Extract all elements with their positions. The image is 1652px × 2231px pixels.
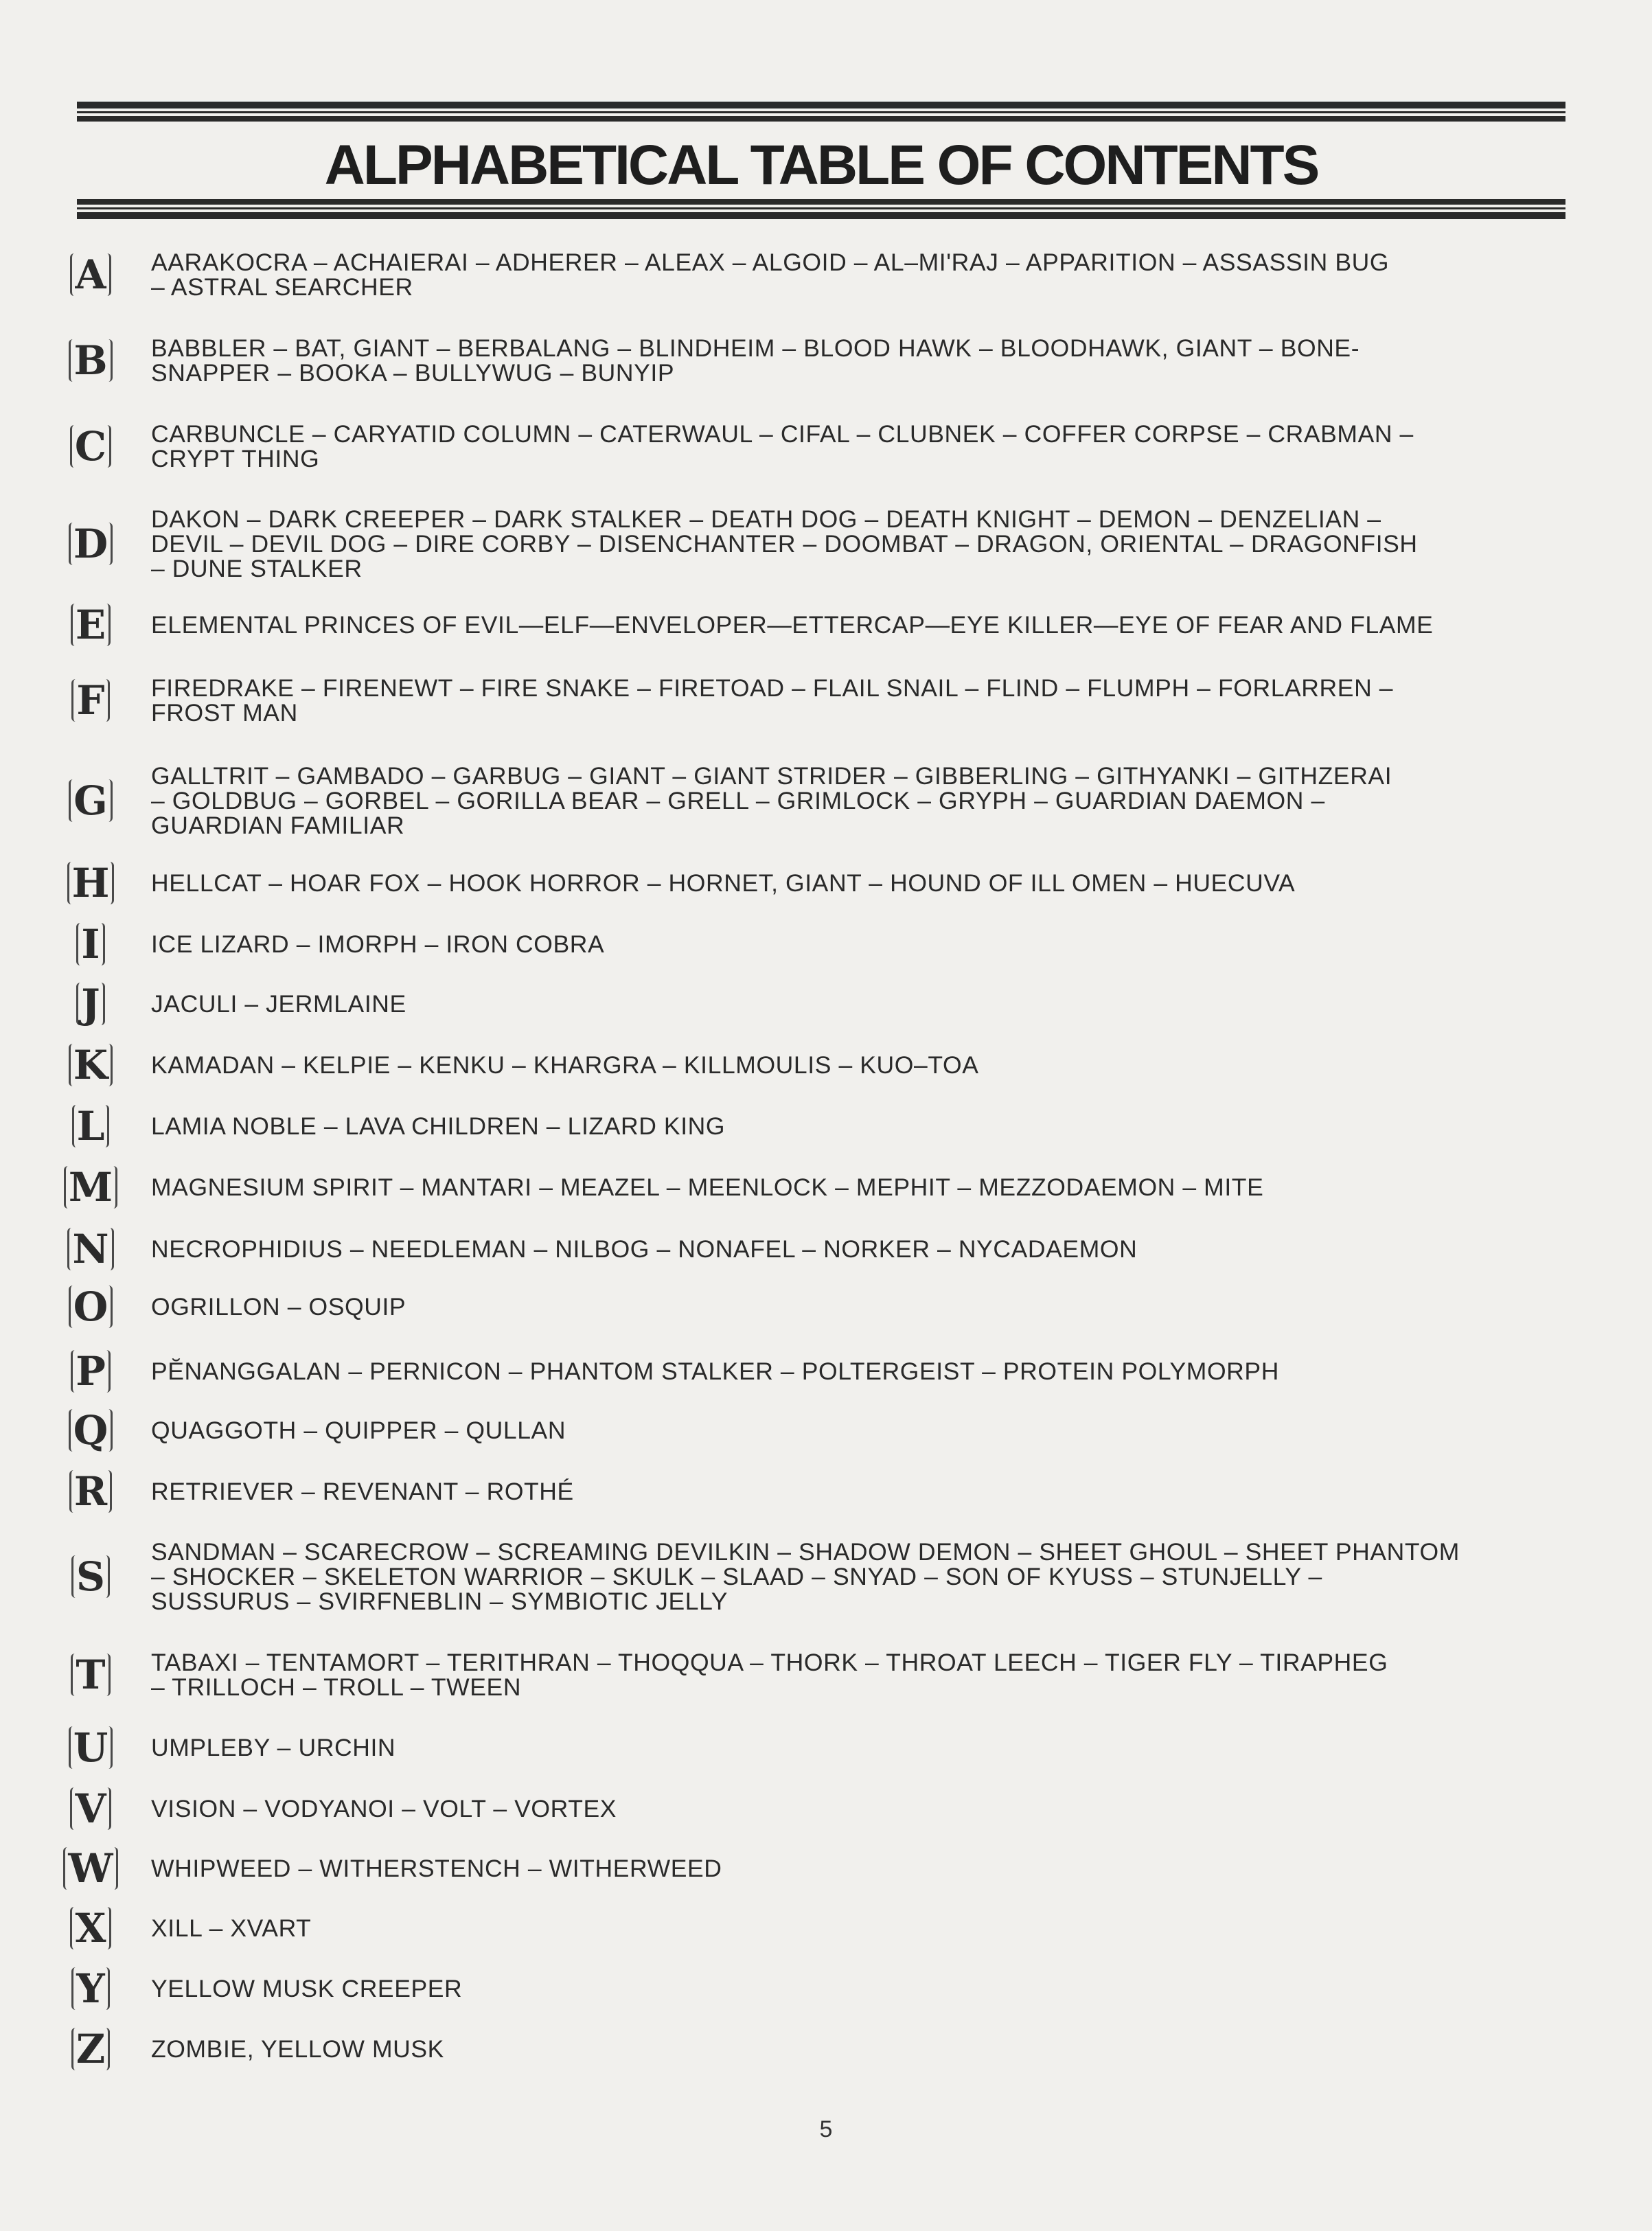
entry-line: SANDMAN – SCARECROW – SCREAMING DEVILKIN – SHADOW DEMON – SHEET GHOUL – SHEET PHANTOM (151, 1538, 1460, 1566)
entry-text (151, 1175, 1563, 1200)
initial-letter-icon (49, 860, 132, 906)
initial-letter-icon (49, 1651, 132, 1698)
entry-line: FIREDRAKE – FIRENEWT – FIRE SNAKE – FIRETOAD – FLAIL SNAIL – FLIND – FLUMPH – FORLARREN – (151, 674, 1394, 702)
entry-text (151, 1796, 1563, 1821)
entry-text (151, 1359, 1563, 1384)
initial-letter-icon (49, 1042, 132, 1088)
blackletter-T-icon: T (71, 1654, 110, 1696)
entry-line: – TRILLOCH – TROLL – TWEEN (151, 1673, 522, 1701)
entry-line: PĔNANGGALAN – PERNICON – PHANTOM STALKER – POLTERGEIST – PROTEIN POLYMORPH (151, 1358, 1279, 1385)
entry-text (151, 1294, 1563, 1319)
entry-text (151, 1856, 1563, 1881)
initial-letter-icon (49, 1785, 132, 1832)
entry-text (151, 932, 1563, 957)
initial-letter-icon (49, 1226, 132, 1272)
entry-text (151, 507, 1563, 581)
top-rule (77, 102, 1565, 122)
initial-letter-icon (49, 981, 132, 1027)
blackletter-S-icon: S (71, 1555, 110, 1598)
entry-text (151, 613, 1563, 637)
blackletter-N-icon: N (67, 1228, 113, 1270)
entry-text (151, 1735, 1563, 1760)
entry-text (151, 2037, 1563, 2061)
entry-text (151, 250, 1563, 299)
initial-letter-icon (49, 1283, 132, 1330)
blackletter-D-icon: D (69, 523, 113, 565)
page-number: 5 (819, 2116, 833, 2142)
blackletter-R-icon: R (69, 1470, 112, 1513)
entry-line: DEVIL – DEVIL DOG – DIRE CORBY – DISENCHANTER – DOOMBAT – DRAGON, ORIENTAL – DRAGONFISH (151, 530, 1418, 558)
entry-line: NECROPHIDIUS – NEEDLEMAN – NILBOG – NONAFEL – NORKER – NYCADAEMON (151, 1235, 1138, 1263)
initial-letter-icon (49, 921, 132, 968)
initial-letter-icon (49, 1103, 132, 1149)
blackletter-J-icon: J (76, 983, 104, 1025)
initial-letter-icon (49, 1407, 132, 1454)
blackletter-G-icon: G (69, 779, 113, 822)
entry-line: MAGNESIUM SPIRIT – MANTARI – MEAZEL – MEENLOCK – MEPHIT – MEZZODAEMON – MITE (151, 1174, 1264, 1201)
initial-letter-icon (49, 2026, 132, 2072)
entry-text (151, 422, 1563, 471)
entry-text (151, 1916, 1563, 1941)
initial-letter-icon (49, 1348, 132, 1395)
entry-line: – ASTRAL SEARCHER (151, 273, 413, 301)
entry-text (151, 676, 1563, 725)
blackletter-O-icon: O (69, 1285, 113, 1328)
initial-letter-icon (49, 677, 132, 724)
entry-line: RETRIEVER – REVENANT – ROTHÉ (151, 1478, 574, 1505)
blackletter-W-icon: W (63, 1847, 117, 1890)
bottom-rule (77, 199, 1565, 219)
entry-text (151, 1237, 1563, 1261)
entry-line: CARBUNCLE – CARYATID COLUMN – CATERWAUL – CIFAL – CLUBNEK – COFFER CORPSE – CRABMAN – (151, 420, 1414, 448)
entry-line: XILL – XVART (151, 1914, 312, 1942)
entry-line: AARAKOCRA – ACHAIERAI – ADHERER – ALEAX – ALGOID – AL–MI'RAJ – APPARITION – ASSASSIN BUG (151, 249, 1390, 276)
entry-line: LAMIA NOBLE – LAVA CHILDREN – LIZARD KING (151, 1112, 726, 1140)
blackletter-A-icon: A (70, 253, 111, 296)
initial-letter-icon (49, 1164, 132, 1211)
blackletter-M-icon: M (64, 1166, 117, 1209)
entry-line: UMPLEBY – URCHIN (151, 1734, 396, 1761)
initial-letter-icon (49, 777, 132, 824)
entry-line: – SHOCKER – SKELETON WARRIOR – SKULK – SLAAD – SNYAD – SON OF KYUSS – STUNJELLY – (151, 1563, 1322, 1590)
entry-text (151, 1540, 1563, 1614)
blackletter-B-icon: B (69, 339, 112, 382)
blackletter-Y-icon: Y (71, 1967, 109, 2010)
initial-letter-icon (49, 1724, 132, 1771)
entry-line: CRYPT THING (151, 445, 320, 472)
entry-text (151, 992, 1563, 1016)
blackletter-K-icon: K (69, 1044, 113, 1086)
entry-line: VISION – VODYANOI – VOLT – VORTEX (151, 1795, 617, 1822)
page-title: ALPHABETICAL TABLE OF CONTENTS (324, 134, 1318, 196)
initial-letter-icon (49, 602, 132, 648)
blackletter-E-icon: E (71, 604, 111, 646)
blackletter-H-icon: H (67, 862, 115, 904)
entry-line: BABBLER – BAT, GIANT – BERBALANG – BLINDHEIM – BLOOD HAWK – BLOODHAWK, GIANT – BONE- (151, 334, 1360, 362)
entry-text (151, 1650, 1563, 1700)
entry-line: SNAPPER – BOOKA – BULLYWUG – BUNYIP (151, 359, 675, 387)
entry-line: – GOLDBUG – GORBEL – GORILLA BEAR – GRELL – GRIMLOCK – GRYPH – GUARDIAN DAEMON – (151, 787, 1325, 814)
blackletter-C-icon: C (70, 425, 111, 468)
entry-line: FROST MAN (151, 699, 298, 726)
blackletter-V-icon: V (70, 1787, 111, 1830)
blackletter-X-icon: X (70, 1907, 111, 1949)
initial-letter-icon (49, 1965, 132, 2012)
entry-text (151, 336, 1563, 385)
entry-line: YELLOW MUSK CREEPER (151, 1975, 463, 2002)
blackletter-U-icon: U (69, 1726, 113, 1769)
entry-text (151, 764, 1563, 838)
initial-letter-icon (49, 520, 132, 567)
initial-letter-icon (49, 1468, 132, 1515)
entry-text (151, 1114, 1563, 1139)
blackletter-L-icon: L (72, 1105, 110, 1147)
entry-line: JACULI – JERMLAINE (151, 990, 406, 1018)
entry-line: QUAGGOTH – QUIPPER – QULLAN (151, 1417, 566, 1444)
initial-letter-icon (49, 1905, 132, 1952)
entry-line: ZOMBIE, YELLOW MUSK (151, 2035, 444, 2063)
entry-line: KAMADAN – KELPIE – KENKU – KHARGRA – KILLMOULIS – KUO–TOA (151, 1051, 979, 1079)
entry-line: GALLTRIT – GAMBADO – GARBUG – GIANT – GIANT STRIDER – GIBBERLING – GITHYANKI – GITHZERAI (151, 762, 1392, 790)
blackletter-Q-icon: Q (69, 1409, 113, 1452)
entry-line: HELLCAT – HOAR FOX – HOOK HORROR – HORNET, GIANT – HOUND OF ILL OMEN – HUECUVA (151, 869, 1296, 897)
entry-text (151, 1053, 1563, 1077)
blackletter-P-icon: P (71, 1350, 111, 1393)
entry-line: GUARDIAN FAMILIAR (151, 812, 405, 839)
entry-line: TABAXI – TENTAMORT – TERITHRAN – THOQQUA – THORK – THROAT LEECH – TIGER FLY – TIRAPHEG (151, 1649, 1388, 1676)
initial-letter-icon (49, 1845, 132, 1892)
entry-line: ELEMENTAL PRINCES OF EVIL—ELF—ENVELOPER—ETTERCAP—EYE KILLER—EYE OF FEAR AND FLAME (151, 611, 1434, 639)
blackletter-Z-icon: Z (71, 2028, 110, 2070)
entry-line: – DUNE STALKER (151, 555, 363, 582)
entry-line: WHIPWEED – WITHERSTENCH – WITHERWEED (151, 1855, 722, 1882)
initial-letter-icon (49, 251, 132, 298)
initial-letter-icon (49, 1553, 132, 1600)
entry-line: ICE LIZARD – IMORPH – IRON COBRA (151, 930, 605, 958)
entry-line: DAKON – DARK CREEPER – DARK STALKER – DEATH DOG – DEATH KNIGHT – DEMON – DENZELIAN – (151, 505, 1381, 533)
entry-line: SUSSURUS – SVIRFNEBLIN – SYMBIOTIC JELLY (151, 1588, 729, 1615)
entry-text (151, 871, 1563, 895)
blackletter-F-icon: F (71, 679, 109, 722)
entry-text (151, 1479, 1563, 1504)
entry-text (151, 1418, 1563, 1443)
initial-letter-icon (49, 337, 132, 384)
blackletter-I-icon: I (76, 923, 104, 965)
entry-text (151, 1976, 1563, 2001)
entry-line: OGRILLON – OSQUIP (151, 1293, 406, 1320)
initial-letter-icon (49, 423, 132, 470)
